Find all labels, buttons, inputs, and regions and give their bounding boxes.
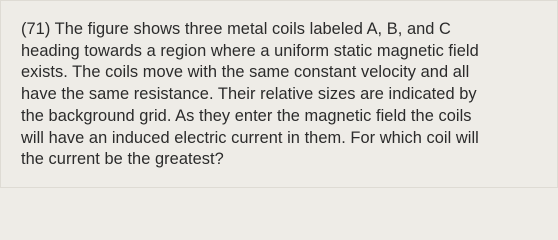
question-line-3: exists. The coils move with the same constant velocity and all: [21, 63, 470, 82]
question-line-4: have the same resistance. Their relative sizes are indicated by: [21, 85, 477, 104]
question-line-7: the current be the greatest?: [21, 150, 224, 169]
question-text: [21, 19, 546, 171]
question-line-6: will have an induced electric current in them. For which coil will: [21, 128, 479, 147]
question-line-5: the background grid. As they enter the magnetic field the coils: [21, 106, 472, 125]
question-line-2: heading towards a region where a uniform static magnetic field: [21, 41, 479, 60]
question-line-1: (71) The figure shows three metal coils labeled A, B, and C: [21, 20, 451, 38]
